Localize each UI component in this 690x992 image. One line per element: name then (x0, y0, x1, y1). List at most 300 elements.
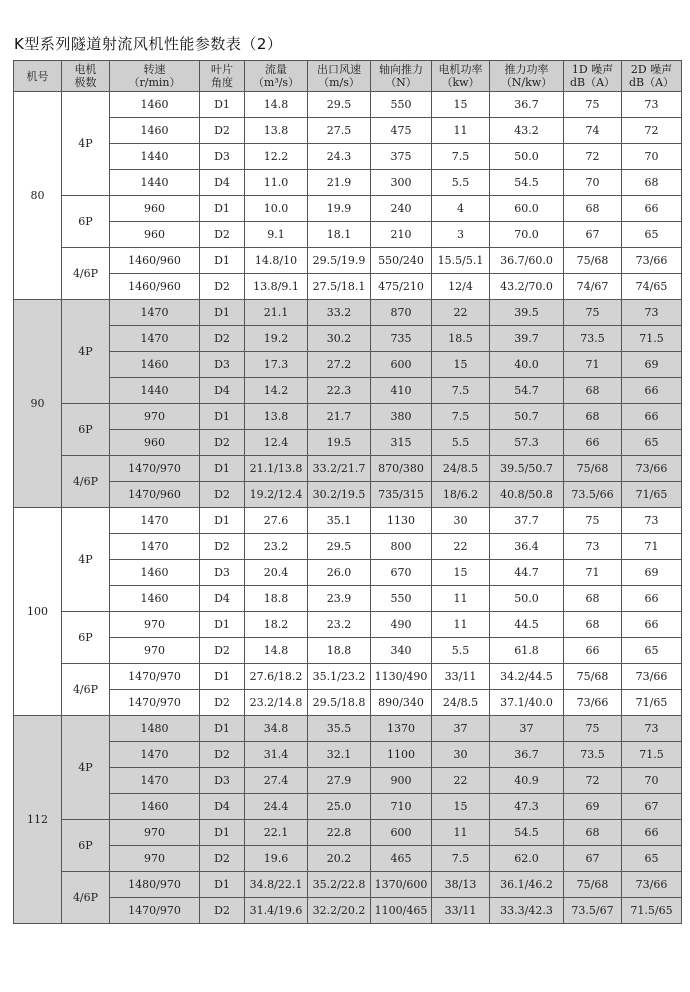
table-row (14, 534, 682, 560)
table-cell: D1 (200, 404, 245, 430)
table-cell: 68 (564, 612, 622, 638)
table-cell: 1470 (110, 742, 200, 768)
table-row (14, 92, 682, 118)
table-cell: 24/8.5 (432, 690, 490, 716)
table-cell: 75 (564, 508, 622, 534)
table-cell: 66 (622, 378, 682, 404)
table-cell: 35.2/22.8 (308, 872, 371, 898)
table-cell: 465 (371, 846, 432, 872)
motor-poles-cell: 4P (62, 300, 110, 404)
header-thrust-power: 推力功率 （N/kw） (490, 61, 564, 92)
table-cell: D4 (200, 378, 245, 404)
table-cell: 960 (110, 196, 200, 222)
table-cell: 14.2 (245, 378, 308, 404)
table-cell: 54.5 (490, 170, 564, 196)
table-cell: D1 (200, 456, 245, 482)
motor-poles-cell: 4/6P (62, 872, 110, 924)
header-flow: 流量 （m³/s） (245, 61, 308, 92)
table-cell: 13.8 (245, 404, 308, 430)
table-cell: 36.4 (490, 534, 564, 560)
table-cell: 33/11 (432, 664, 490, 690)
table-cell: D1 (200, 664, 245, 690)
table-cell: 10.0 (245, 196, 308, 222)
table-cell: D2 (200, 742, 245, 768)
table-cell: 62.0 (490, 846, 564, 872)
table-cell: 1130/490 (371, 664, 432, 690)
table-cell: 31.4/19.6 (245, 898, 308, 924)
table-cell: 71/65 (622, 482, 682, 508)
table-cell: 30.2 (308, 326, 371, 352)
table-cell: D2 (200, 482, 245, 508)
table-row (14, 274, 682, 300)
table-cell: 71.5 (622, 742, 682, 768)
table-body (14, 92, 682, 924)
table-cell: 15 (432, 352, 490, 378)
table-cell: 66 (622, 586, 682, 612)
table-cell: 39.5/50.7 (490, 456, 564, 482)
table-cell: D2 (200, 638, 245, 664)
table-row (14, 222, 682, 248)
table-cell: 1480 (110, 716, 200, 742)
table-cell: 18.8 (308, 638, 371, 664)
table-cell: 73/66 (622, 248, 682, 274)
header-row (14, 61, 682, 92)
table-cell: 61.8 (490, 638, 564, 664)
table-cell: 4 (432, 196, 490, 222)
table-cell: 73.5/66 (564, 482, 622, 508)
table-cell: 550/240 (371, 248, 432, 274)
table-cell: 40.8/50.8 (490, 482, 564, 508)
table-cell: 71.5 (622, 326, 682, 352)
table-row (14, 768, 682, 794)
table-cell: 1470 (110, 534, 200, 560)
table-cell: 710 (371, 794, 432, 820)
table-row (14, 612, 682, 638)
table-cell: 22 (432, 534, 490, 560)
table-row (14, 690, 682, 716)
table-cell: 40.9 (490, 768, 564, 794)
table-cell: D1 (200, 612, 245, 638)
table-cell: D3 (200, 144, 245, 170)
table-cell: 68 (564, 404, 622, 430)
table-cell: 970 (110, 404, 200, 430)
header-noise-2d: 2D 噪声 dB（A） (622, 61, 682, 92)
table-cell: 18.8 (245, 586, 308, 612)
table-row (14, 716, 682, 742)
header-speed: 转速 （r/min） (110, 61, 200, 92)
table-cell: 66 (622, 820, 682, 846)
table-row (14, 820, 682, 846)
table-cell: 375 (371, 144, 432, 170)
table-cell: 29.5/19.9 (308, 248, 371, 274)
table-cell: 75 (564, 300, 622, 326)
table-cell: 68 (622, 170, 682, 196)
table-cell: 7.5 (432, 144, 490, 170)
table-cell: 13.8 (245, 118, 308, 144)
table-cell: 66 (564, 430, 622, 456)
table-cell: 14.8 (245, 92, 308, 118)
table-cell: 74 (564, 118, 622, 144)
header-model: 机号 (14, 61, 62, 92)
table-cell: 15.5/5.1 (432, 248, 490, 274)
table-cell: 22.3 (308, 378, 371, 404)
table-cell: 380 (371, 404, 432, 430)
table-row (14, 638, 682, 664)
table-cell: 70.0 (490, 222, 564, 248)
table-cell: D1 (200, 820, 245, 846)
table-cell: 1440 (110, 170, 200, 196)
table-cell: 21.1/13.8 (245, 456, 308, 482)
table-cell: 300 (371, 170, 432, 196)
table-cell: 20.2 (308, 846, 371, 872)
table-row (14, 586, 682, 612)
table-cell: 475/210 (371, 274, 432, 300)
table-cell: 73.5 (564, 742, 622, 768)
table-cell: 1100 (371, 742, 432, 768)
table-row (14, 456, 682, 482)
table-cell: 69 (564, 794, 622, 820)
table-cell: 18/6.2 (432, 482, 490, 508)
table-cell: 1470/970 (110, 664, 200, 690)
table-cell: 69 (622, 560, 682, 586)
table-cell: D4 (200, 170, 245, 196)
table-row (14, 872, 682, 898)
table-row (14, 300, 682, 326)
table-cell: 71.5/65 (622, 898, 682, 924)
motor-poles-cell: 4P (62, 92, 110, 196)
table-cell: 1460 (110, 352, 200, 378)
motor-poles-cell: 6P (62, 612, 110, 664)
table-cell: 5.5 (432, 638, 490, 664)
table-cell: 71 (564, 560, 622, 586)
table-cell: 18.2 (245, 612, 308, 638)
table-cell: 65 (622, 430, 682, 456)
table-cell: 1370 (371, 716, 432, 742)
table-cell: 19.9 (308, 196, 371, 222)
table-cell: 68 (564, 378, 622, 404)
table-cell: 19.6 (245, 846, 308, 872)
table-cell: D1 (200, 248, 245, 274)
table-cell: 870/380 (371, 456, 432, 482)
table-cell: 40.0 (490, 352, 564, 378)
table-cell: 66 (622, 404, 682, 430)
table-cell: 1460/960 (110, 274, 200, 300)
table-cell: 37.1/40.0 (490, 690, 564, 716)
table-row (14, 430, 682, 456)
table-cell: 73.5 (564, 326, 622, 352)
table-cell: 600 (371, 820, 432, 846)
table-cell: 15 (432, 92, 490, 118)
table-cell: 27.9 (308, 768, 371, 794)
table-cell: 5.5 (432, 170, 490, 196)
table-cell: 21.7 (308, 404, 371, 430)
table-cell: 600 (371, 352, 432, 378)
table-cell: 43.2/70.0 (490, 274, 564, 300)
table-row (14, 352, 682, 378)
motor-poles-cell: 6P (62, 196, 110, 248)
table-row (14, 118, 682, 144)
table-cell: 900 (371, 768, 432, 794)
table-row (14, 742, 682, 768)
table-cell: 890/340 (371, 690, 432, 716)
fan-performance-table (13, 60, 682, 924)
table-cell: 1460 (110, 794, 200, 820)
table-cell: 39.5 (490, 300, 564, 326)
table-cell: 75/68 (564, 872, 622, 898)
table-cell: 67 (622, 794, 682, 820)
table-cell: 550 (371, 92, 432, 118)
table-cell: 68 (564, 586, 622, 612)
table-cell: 11 (432, 820, 490, 846)
table-cell: 9.1 (245, 222, 308, 248)
table-cell: 1370/600 (371, 872, 432, 898)
table-cell: 74/67 (564, 274, 622, 300)
table-cell: 490 (371, 612, 432, 638)
table-cell: 54.7 (490, 378, 564, 404)
header-axial-thrust: 轴向推力 （N） (371, 61, 432, 92)
table-cell: 15 (432, 794, 490, 820)
table-cell: 1100/465 (371, 898, 432, 924)
table-cell: 23.2 (245, 534, 308, 560)
table-cell: 23.9 (308, 586, 371, 612)
table-cell: 29.5 (308, 534, 371, 560)
table-cell: 1470 (110, 326, 200, 352)
table-cell: D4 (200, 586, 245, 612)
table-row (14, 898, 682, 924)
table-cell: 1460 (110, 560, 200, 586)
table-cell: 38/13 (432, 872, 490, 898)
table-cell: 11.0 (245, 170, 308, 196)
table-row (14, 378, 682, 404)
table-cell: D1 (200, 872, 245, 898)
table-cell: 65 (622, 846, 682, 872)
table-cell: 21.1 (245, 300, 308, 326)
table-cell: 970 (110, 638, 200, 664)
table-cell: 36.7/60.0 (490, 248, 564, 274)
header-blade-angle: 叶片 角度 (200, 61, 245, 92)
motor-poles-cell: 4/6P (62, 248, 110, 300)
table-cell: 1470/970 (110, 456, 200, 482)
motor-poles-cell: 6P (62, 404, 110, 456)
table-cell: 27.5 (308, 118, 371, 144)
table-cell: 54.5 (490, 820, 564, 846)
table-cell: 15 (432, 560, 490, 586)
table-cell: 475 (371, 118, 432, 144)
table-cell: 1480/970 (110, 872, 200, 898)
table-cell: 67 (564, 222, 622, 248)
table-cell: 50.0 (490, 586, 564, 612)
table-row (14, 508, 682, 534)
table-row (14, 404, 682, 430)
table-cell: 75/68 (564, 248, 622, 274)
header-motor-power: 电机功率 （kw） (432, 61, 490, 92)
table-cell: D3 (200, 768, 245, 794)
table-cell: 69 (622, 352, 682, 378)
table-cell: 31.4 (245, 742, 308, 768)
table-cell: 1460 (110, 586, 200, 612)
table-cell: D1 (200, 300, 245, 326)
motor-poles-cell: 4P (62, 508, 110, 612)
table-cell: 24.3 (308, 144, 371, 170)
table-cell: 22.8 (308, 820, 371, 846)
motor-poles-cell: 4/6P (62, 456, 110, 508)
table-cell: 32.2/20.2 (308, 898, 371, 924)
table-cell: 65 (622, 638, 682, 664)
motor-poles-cell: 6P (62, 820, 110, 872)
table-cell: 970 (110, 846, 200, 872)
table-cell: 7.5 (432, 404, 490, 430)
table-cell: 1460 (110, 92, 200, 118)
table-cell: 23.2/14.8 (245, 690, 308, 716)
table-row (14, 326, 682, 352)
table-cell: 30 (432, 742, 490, 768)
table-cell: 960 (110, 222, 200, 248)
table-cell: 1470 (110, 768, 200, 794)
table-row (14, 196, 682, 222)
table-cell: 1470 (110, 300, 200, 326)
table-cell: 60.0 (490, 196, 564, 222)
table-cell: 3 (432, 222, 490, 248)
table-row (14, 560, 682, 586)
table-cell: 19.5 (308, 430, 371, 456)
table-cell: 66 (622, 612, 682, 638)
table-cell: D2 (200, 222, 245, 248)
table-cell: 74/65 (622, 274, 682, 300)
table-cell: 1470/970 (110, 898, 200, 924)
table-cell: 65 (622, 222, 682, 248)
table-cell: 34.8 (245, 716, 308, 742)
table-cell: 670 (371, 560, 432, 586)
table-cell: 66 (564, 638, 622, 664)
table-cell: 12.4 (245, 430, 308, 456)
table-cell: 23.2 (308, 612, 371, 638)
table-cell: 57.3 (490, 430, 564, 456)
table-cell: 73/66 (622, 664, 682, 690)
table-cell: 66 (622, 196, 682, 222)
table-cell: 32.1 (308, 742, 371, 768)
table-cell: 1470/970 (110, 690, 200, 716)
table-cell: 13.8/9.1 (245, 274, 308, 300)
table-cell: D3 (200, 352, 245, 378)
table-cell: 33.3/42.3 (490, 898, 564, 924)
table-row (14, 482, 682, 508)
table-cell: 72 (622, 118, 682, 144)
table-cell: 30 (432, 508, 490, 534)
table-cell: 410 (371, 378, 432, 404)
table-cell: 1440 (110, 144, 200, 170)
table-cell: D1 (200, 716, 245, 742)
table-cell: 72 (564, 768, 622, 794)
table-cell: 27.5/18.1 (308, 274, 371, 300)
table-cell: D1 (200, 508, 245, 534)
table-cell: 34.8/22.1 (245, 872, 308, 898)
model-number-cell: 112 (14, 716, 62, 924)
table-cell: D3 (200, 560, 245, 586)
table-cell: 29.5 (308, 92, 371, 118)
table-cell: 71 (622, 534, 682, 560)
page-title: K型系列隧道射流风机性能参数表（2） (14, 35, 283, 53)
table-cell: 19.2/12.4 (245, 482, 308, 508)
table-cell: 11 (432, 586, 490, 612)
table-cell: 1440 (110, 378, 200, 404)
table-cell: 73 (622, 300, 682, 326)
table-row (14, 794, 682, 820)
table-cell: 960 (110, 430, 200, 456)
table-cell: 73/66 (622, 872, 682, 898)
table-cell: 71/65 (622, 690, 682, 716)
table-cell: 37.7 (490, 508, 564, 534)
table-cell: 7.5 (432, 378, 490, 404)
table-cell: 1460 (110, 118, 200, 144)
table-cell: 33.2/21.7 (308, 456, 371, 482)
table-cell: 72 (564, 144, 622, 170)
table-cell: 26.0 (308, 560, 371, 586)
table-cell: 36.1/46.2 (490, 872, 564, 898)
table-cell: 37 (432, 716, 490, 742)
table-cell: 21.9 (308, 170, 371, 196)
table-cell: 24/8.5 (432, 456, 490, 482)
table-row (14, 170, 682, 196)
table-cell: 970 (110, 612, 200, 638)
table-cell: 75 (564, 716, 622, 742)
table-cell: 73.5/67 (564, 898, 622, 924)
table-cell: 550 (371, 586, 432, 612)
table-cell: 18.1 (308, 222, 371, 248)
table-cell: 44.5 (490, 612, 564, 638)
table-cell: 36.7 (490, 92, 564, 118)
table-cell: 73 (622, 716, 682, 742)
table-cell: 67 (564, 846, 622, 872)
table-cell: 1470 (110, 508, 200, 534)
table-cell: 12/4 (432, 274, 490, 300)
table-cell: 33.2 (308, 300, 371, 326)
table-cell: 18.5 (432, 326, 490, 352)
table-cell: 43.2 (490, 118, 564, 144)
table-cell: 75/68 (564, 456, 622, 482)
table-cell: 19.2 (245, 326, 308, 352)
table-cell: 5.5 (432, 430, 490, 456)
table-cell: D2 (200, 118, 245, 144)
table-cell: 27.6 (245, 508, 308, 534)
table-cell: 37 (490, 716, 564, 742)
header-motor-poles: 电机 极数 (62, 61, 110, 92)
table-cell: 27.4 (245, 768, 308, 794)
table-cell: 735 (371, 326, 432, 352)
table-cell: 17.3 (245, 352, 308, 378)
table-cell: 20.4 (245, 560, 308, 586)
header-outlet-velocity: 出口风速 （m/s） (308, 61, 371, 92)
table-cell: 44.7 (490, 560, 564, 586)
model-number-cell: 90 (14, 300, 62, 508)
table-cell: 22.1 (245, 820, 308, 846)
table-cell: D4 (200, 794, 245, 820)
table-cell: 73 (564, 534, 622, 560)
table-cell: 12.2 (245, 144, 308, 170)
table-cell: 73/66 (564, 690, 622, 716)
table-cell: 735/315 (371, 482, 432, 508)
table-cell: 71 (564, 352, 622, 378)
table-cell: 47.3 (490, 794, 564, 820)
table-cell: 35.1/23.2 (308, 664, 371, 690)
table-cell: 14.8/10 (245, 248, 308, 274)
table-cell: 75 (564, 92, 622, 118)
table-cell: 70 (622, 768, 682, 794)
table-cell: D2 (200, 430, 245, 456)
table-cell: 73 (622, 508, 682, 534)
table-cell: 1470/960 (110, 482, 200, 508)
motor-poles-cell: 4/6P (62, 664, 110, 716)
table-cell: D2 (200, 326, 245, 352)
